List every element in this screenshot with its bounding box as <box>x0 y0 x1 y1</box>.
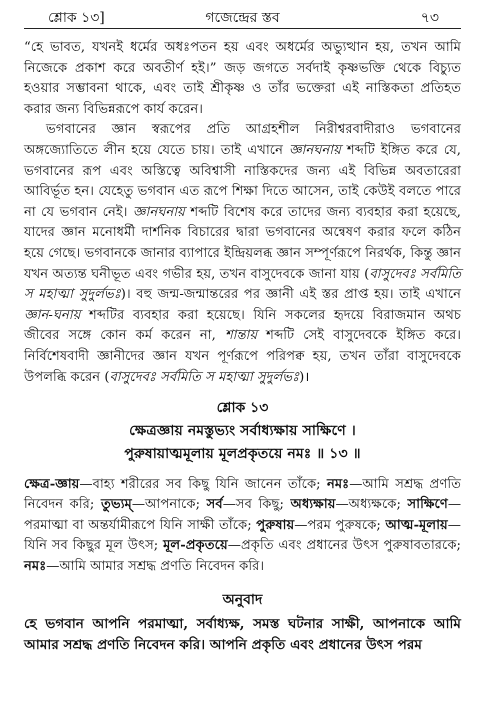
sanskrit-quote: বাসুদেবঃ সর্বমিতি স মহাত্মা সুদুর্লভঃ <box>24 266 461 303</box>
verse-line-2: পুরুষায়াত্মমূলায় মূলপ্রকৃতয়ে নমঃ ॥ ১৩ ॥ <box>124 445 361 462</box>
purport-text: শব্দটি সেই বাসুদেবকে ইঙ্গিত করে। নির্বিশেষবাদী জ্ঞানীদের জ্ঞান যখন পূর্ণরূপে পরিপক্ব হয়, তখন তাঁরা বাসুদেবকে উপলব্ধি করেন ( <box>24 328 461 385</box>
purport-text: শব্দটির ব্যবহার করা হয়েছে। যিনি সকলের হৃদয়ে বিরাজমান অথচ জীবের সঙ্গে কোন কর্ম করেন না, <box>24 307 461 344</box>
synonym-definition: —অধ্যক্ষকে; <box>335 497 408 513</box>
purport-text: শব্দটি ইঙ্গিত করে যে, ভগবানের রূপ এবং অস্তিত্বে অবিশ্বাসী নাস্তিকদের জন্য এই বিভিন্ন অবতারেরা আবির্ভূত হন। যেহেতু ভগবান এত রূপে শিক্ষা দিতে আসেন, তাই কেউই বলতে পারে না যে ভগবান নেই। <box>24 142 462 220</box>
translation-heading: অনুবাদ <box>222 591 263 608</box>
synonym-term: নমঃ <box>326 476 350 492</box>
translation-text: হে ভগবান আপনি পরমাত্মা, সর্বাধ্যক্ষ, সমস্ত ঘটনার সাক্ষী, আপনাকে আমি আমার সশ্রদ্ধ প্রণতি নিবেদন করি। আপনি প্রকৃতি এবং প্রধানের উৎস পরম <box>24 616 461 654</box>
header-divider <box>24 28 461 29</box>
synonym-term: নমঃ <box>24 559 47 575</box>
running-header <box>24 0 461 28</box>
synonym-term: অধ্যক্ষায় <box>290 497 336 513</box>
chapter-title: গজেন্দ্রের স্তব <box>205 10 280 26</box>
sanskrit-quote: বাসুদেবঃ সর্বমিতি স মহাত্মা সুদুর্লভঃ <box>109 369 300 385</box>
synonym-term: ক্ষেত্র-জ্ঞায় <box>24 476 80 492</box>
synonym-definition: —পরমাত্মা বা অন্তর্যামীরূপে যিনি সাক্ষী তাঁকে; <box>24 497 462 533</box>
sanskrit-term: জ্ঞানঘনায় <box>288 142 341 158</box>
sanskrit-term: শান্তায় <box>224 328 258 344</box>
synonym-term: সর্ব <box>206 497 223 513</box>
synonym-term: পুরুষায় <box>256 517 295 533</box>
synonyms-paragraph <box>24 475 461 578</box>
synonym-definition: —আপনাকে; <box>131 497 207 513</box>
verse-line-1: ক্ষেত্রজ্ঞায় নমস্তুভ্যং সর্বাধ্যক্ষায় সাক্ষিণে । <box>129 422 356 439</box>
synonym-definition: —আমি সশ্রদ্ধ প্রণতি নিবেদন করি; <box>24 476 461 513</box>
page-number: ৭৩ <box>420 10 439 26</box>
synonym-term: মূল-প্রকৃতয়ে <box>163 538 228 554</box>
purport-paragraph-2 <box>24 120 461 388</box>
synonym-definition: —প্রকৃতি এবং প্রধানের উৎস পুরুষাবতারকে; <box>227 538 462 554</box>
purport-paragraph-1: “হে ভাবত, যখনই ধর্মের অধঃপতন হয় এবং অধর্মের অভ্যুত্থান হয়, তখন আমি নিজেকে প্রকাশ করে অবতীর্ণ হই।” জড় জগতে সর্বদাই কৃষ্ণভক্তি থেকে বিচ্যুত হওয়ার সম্ভাবনা থাকে, এবং তাই শ্রীকৃষ্ণ ও তাঁর ভক্তেরা এই নাস্তিকতা প্রতিহত করার জন্য বিভিন্নরূপে কার্য করেন। <box>24 40 461 117</box>
chapter-reference: শ্লোক ১৩] <box>48 10 105 26</box>
synonym-definition: —বাহ্য শরীরের সব কিছু যিনি জানেন তাঁকে; <box>79 476 327 492</box>
synonym-term: সাক্ষিণে <box>407 497 448 513</box>
synonym-term: তুভ্যম্ <box>100 497 132 513</box>
page-body <box>24 38 461 656</box>
verse-heading: শ্লোক ১৩ <box>216 400 269 417</box>
synonym-definition: —যিনি সব কিছুর মূল উৎস; <box>24 517 461 554</box>
purport-text: শব্দটি বিশেষ করে তাদের জন্য ব্যবহার করা হয়েছে, যাদের জ্ঞান মনোধর্মী দার্শনিক বিচারের দ্বারা ভগবানের অন্বেষণ করার ফলে কঠিন হয়ে গেছে। ভগবানকে জানার ব্যাপারে ইন্দ্রিয়লব্ধ জ্ঞান সম্পূর্ণরূপে নিরর্থক, কিন্তু জ্ঞান যখন অত্যন্ত ঘনীভূত এবং গভীর হয়, তখন বাসুদেবকে জানা যায় ( <box>24 204 461 282</box>
sanskrit-term: জ্ঞানঘনায় <box>132 204 185 220</box>
synonym-definition: —পরম পুরুষকে; <box>294 517 386 533</box>
purport-text: )। <box>299 369 310 385</box>
sanskrit-term: জ্ঞান-ঘনায় <box>24 307 81 323</box>
purport-text: ভগবানের জ্ঞান স্বরূপের প্রতি আগ্রহশীল নিরীশ্বরবাদীরাও ভগবানের অঙ্গজ্যোতিতে লীন হয়ে যেতে চায়। তাই এখানে <box>24 122 461 158</box>
synonym-definition: —সব কিছু; <box>222 497 291 513</box>
purport-text: )। বহু জন্ম-জন্মান্তরের পর জ্ঞানী এই স্তর প্রাপ্ত হয়। তাই এখানে <box>120 287 461 303</box>
synonym-definition: —আমি আমার সশ্রদ্ধ প্রণতি নিবেদন করি। <box>46 559 265 575</box>
synonym-term: আত্ম-মূলায় <box>385 517 448 533</box>
